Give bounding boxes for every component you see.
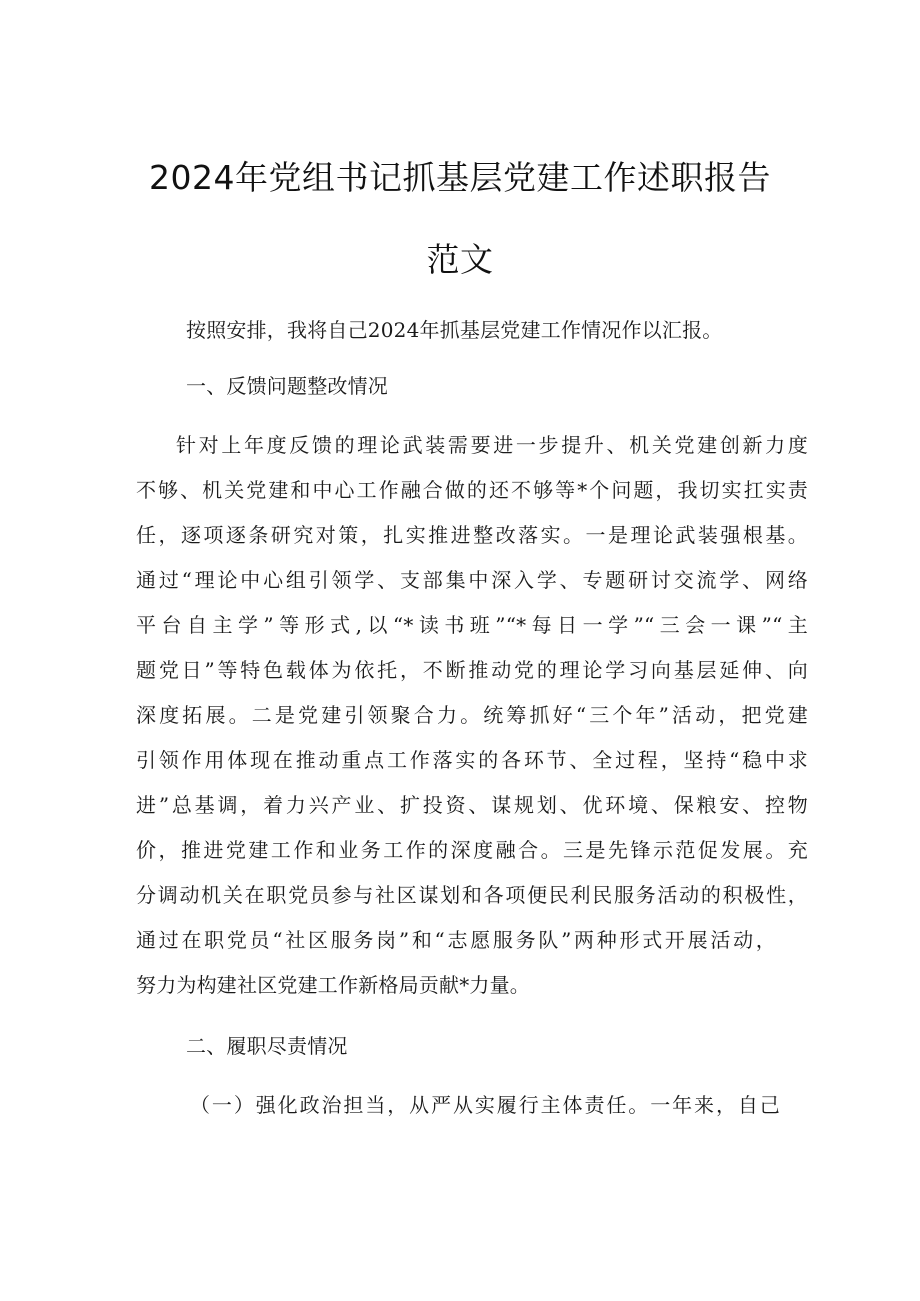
body-line: 通过“理论中心组引领学、支部集中深入学、专题研讨交流学、网络 (136, 568, 808, 592)
body-line: 分调动机关在职党员参与社区谋划和各项便民利民服务活动的积极性， (136, 883, 808, 907)
body-line: 深度拓展。二是党建引领聚合力。统筹抓好“三个年”活动，把党建 (136, 703, 808, 727)
body-line: 引领作用体现在推动重点工作落实的各环节、全过程，坚持“稳中求 (136, 748, 808, 772)
section-heading-feedback: 一、反馈问题整改情况 (186, 374, 388, 398)
body-line: 价，推进党建工作和业务工作的深度融合。三是先锋示范促发展。充 (136, 838, 808, 862)
body-line: 不够、机关党建和中心工作融合做的还不够等*个问题，我切实扛实责 (136, 478, 808, 502)
section-heading-duties: 二、履职尽责情况 (186, 1034, 348, 1058)
body-line: 题党日”等特色载体为依托，不断推动党的理论学习向基层延伸、向 (136, 658, 808, 682)
subsection-line: （一）强化政治担当，从严从实履行主体责任。一年来，自己 (190, 1093, 780, 1117)
document-title-continued: 范文 (426, 240, 494, 279)
body-line: 通过在职党员“社区服务岗”和“志愿服务队”两种形式开展活动， (136, 928, 776, 952)
body-line: 努力为构建社区党建工作新格局贡献*力量。 (136, 973, 530, 997)
intro-paragraph: 按照安排，我将自己2024年抓基层党建工作情况作以汇报。 (186, 318, 723, 342)
document-title: 2024年党组书记抓基层党建工作述职报告 (149, 158, 771, 197)
body-line: 进”总基调，着力兴产业、扩投资、谋规划、优环境、保粮安、控物 (136, 793, 808, 817)
body-line: 针对上年度反馈的理论武装需要进一步提升、机关党建创新力度 (176, 433, 808, 457)
body-line: 任，逐项逐条研究对策，扎实推进整改落实。一是理论武装强根基。 (136, 523, 808, 547)
body-line: 平台自主学”等形式,以“*读书班”“*每日一学”“三会一课”“主 (136, 613, 808, 637)
